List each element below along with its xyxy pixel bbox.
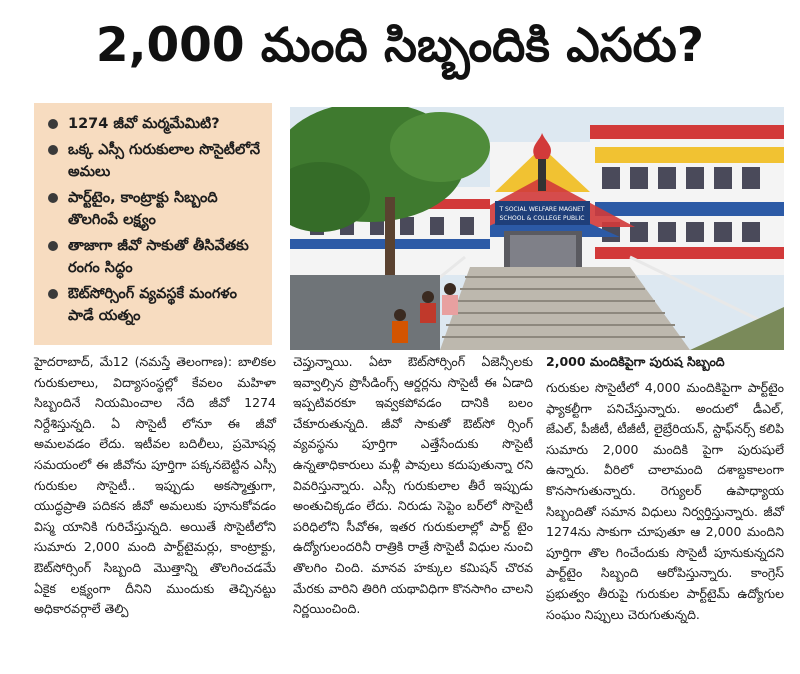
headline: 2,000 మంది సిబ్బందికి ఎసరు? bbox=[95, 18, 705, 73]
school-building-photo bbox=[290, 107, 784, 350]
highlight-text: ఒక్క ఎస్సీ గురుకులాల సొసైటీలోనే అమలు bbox=[68, 142, 261, 180]
highlight-item bbox=[44, 235, 264, 279]
bullet-dot-icon bbox=[48, 119, 58, 129]
article-paragraph: హైదరాబాద్, మే12 (నమస్తే తెలంగాణ): బాలికల గురుకులాలు, విద్యాసంస్థల్లో కేవలం మహిళా సిబ్బందినే నియమించాల నేది జీవో 1274 నిర్దేశిస్తున్నది. ఏ సొసైటీ లోనూ ఈ జీవో అమలవడం లేదు. ఇటీవల బదిలీలు, ప్రమోషన్ల సమయంలో ఈ జీవోను పూర్తిగా పక్కనబెట్టిన ఎస్సీ గురుకుల సొసైటీ.. ఇప్పుడు అకస్మాత్తుగా, యుద్ధప్రాతి పదికన జీవో అమలుకు పూనుకోవడం విస్మ యానికి గురిచేస్తున్నది. అయితే సొసైటీలోని సుమారు 2,000 మంది పార్ట్‌టైమర్లు, కాంట్రాక్టు, ఔట్‌సోర్సింగ్ సిబ్బంది మొత్తాన్ని తొలగించడమే ఏకైక లక్ష్యంగా దీనిని ముందుకు తెచ్చినట్టు అధికారవర్గాలే తెల్పి bbox=[34, 354, 276, 617]
highlights-list bbox=[44, 113, 264, 327]
bullet-dot-icon bbox=[48, 145, 58, 155]
article-subheading: 2,000 మందికిపైగా పురుష సిబ్బంది bbox=[546, 354, 725, 369]
school-building-illustration bbox=[290, 107, 784, 350]
building-sign-line2: SCHOOL & COLLEGE PUBLIC bbox=[499, 215, 585, 222]
bullet-dot-icon bbox=[48, 241, 58, 251]
highlight-text: తాజాగా జీవో సాకుతో తీసివేతకు రంగం సిద్ధం bbox=[68, 238, 249, 276]
bullet-dot-icon bbox=[48, 289, 58, 299]
highlight-text: 1274 జీవో మర్మమేమిటి? bbox=[68, 116, 220, 132]
bullet-dot-icon bbox=[48, 193, 58, 203]
highlight-item bbox=[44, 113, 264, 135]
highlight-item bbox=[44, 283, 264, 327]
highlight-text: ఔట్‌సోర్సింగ్ వ్యవస్థకే మంగళం పాడే యత్నం bbox=[68, 286, 238, 324]
highlights-box bbox=[34, 103, 272, 345]
article-column-2 bbox=[293, 352, 533, 620]
article-column-3 bbox=[546, 352, 784, 625]
highlight-item bbox=[44, 139, 264, 183]
article-paragraph: గురుకుల సొసైటీలో 4,000 మందికిపైగా పార్ట్‌టైం ఫ్యాకల్టీగా పనిచేస్తున్నారు. అందులో డీఎల్, జేఎల్, పీజీటీ, టీజీటీ, లైబ్రేరియన్, స్టాఫ్‌నర్స్ కలిపి సుమారు 2,000 మందికి పైగా పురుషులే ఉన్నారు. వీరిలో చాలామంది దశాబ్దకాలంగా కొనసాగుతున్నారు. రెగ్యులర్ ఉపాధ్యాయ సిబ్బందితో సమాన విధులు నిర్వర్తిస్తున్నారు. జీవో 1274ను సాకుగా చూపుతూ ఆ 2,000 మందిని పూర్తిగా తొల గించేందుకు సొసైటీ పూనుకున్నదని పార్ట్‌టైం సిబ్బంది ఆరోపిస్తున్నారు. కాంగ్రెస్ ప్రభుత్వం తీరుపై గురుకుల పార్ట్‌టైమ్ ఉద్యోగుల సంఘం నిప్పులు చెరుగుతున్నది. bbox=[546, 380, 784, 622]
article-column-1 bbox=[34, 352, 276, 620]
building-sign-line1: T SOCIAL WELFARE MAGNET bbox=[499, 206, 585, 213]
article-paragraph: చెప్తున్నాయి. ఏటా ఔట్‌సోర్సింగ్ ఏజెన్సీలకు ఇవ్వాల్సిన ప్రొసీడింగ్స్ ఆర్డర్లను సొసైటీ ఈ ఏడాది ఇప్పటివరకూ ఇవ్వకపోవడం దానికి బలం చేకూరుతున్నది. జీవో సాకుతో ఔట్‌సో ర్సింగ్ వ్యవస్థను పూర్తిగా ఎత్తేసేందుకు సొసైటీ ఉన్నతాధికారులు మళ్లీ పావులు కదుపుతున్నా రని వివరిస్తున్నారు. ఎస్సీ గురుకులాల తీరే ఇప్పుడు అంతుచిక్కడం లేదు. నిరుడు సెప్టెం బర్‌లో సొసైటీ పరిధిలోని సీవోఈ, ఇతర గురుకులాల్లో పార్ట్ టైం ఉద్యోగులందరినీ రాత్రికి రాత్రే సొసైటీ విధుల నుంచి తొలగిం చింది. మానవ హక్కుల కమిషన్ చొరవ మేరకు వారిని తిరిగి యథావిధిగా కొనసాగిం చాలని నిర్ణయించింది. bbox=[293, 354, 533, 617]
highlight-text: పార్ట్‌టైం, కాంట్రాక్టు సిబ్బంది తొలగింపే లక్ష్యం bbox=[68, 190, 218, 228]
highlight-item bbox=[44, 187, 264, 231]
